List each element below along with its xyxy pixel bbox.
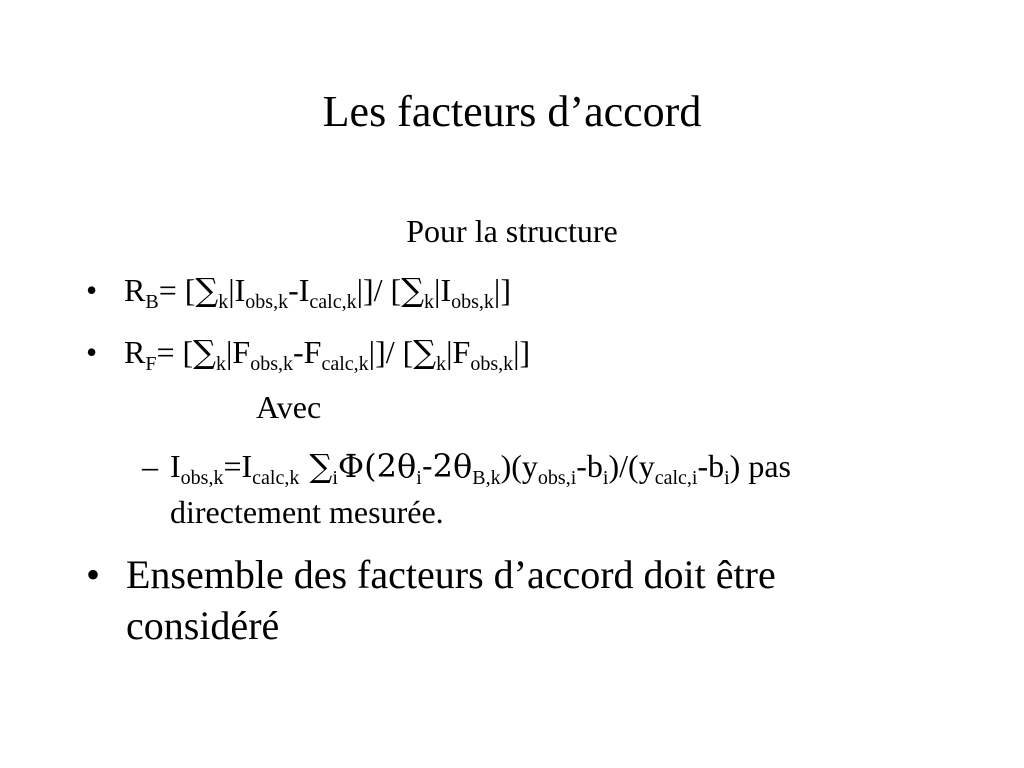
rf-eq-open: = [ (156, 334, 194, 370)
iobs-theta-b-sub: B,k (472, 467, 501, 489)
iobs-b-sub: i (602, 467, 609, 489)
ensemble-text-line2: considéré (126, 603, 280, 648)
rb-close-div: |]/ [ (356, 272, 402, 308)
slide-subtitle: Pour la structure (406, 213, 618, 249)
iobs-minus-b: -b (576, 448, 603, 484)
rb-sum1-sub: k (218, 291, 229, 313)
iobs-y-obs-sub: obs,i (537, 467, 577, 489)
rf-close-end: |] (513, 334, 531, 370)
rf-sum2: ∑ (413, 333, 437, 371)
rb-calc-sub: calc,k (309, 291, 357, 313)
iobs-calc-sub: calc,k (252, 467, 300, 489)
rf-obs1-sub: obs,k (250, 353, 294, 375)
iobs-div-y: )/(y (608, 448, 655, 484)
rb-minus-i: -I (288, 272, 310, 308)
iobs-tail: ) pas (729, 448, 791, 484)
rb-obs2-sub: obs,k (451, 291, 494, 313)
iobs-formula-line2: directement mesurée. (170, 494, 444, 530)
iobs-y-open: )(y (500, 448, 538, 484)
rf-minus-f: -F (293, 334, 322, 370)
iobs-y-calc-sub: calc,i (654, 467, 698, 489)
rf-sum1-sub: k (216, 353, 227, 375)
iobs-minus-b2: -b (697, 448, 725, 484)
rf-sum2-sub: k (436, 353, 447, 375)
iobs-theta-i-sub: i (416, 467, 422, 489)
rf-r: R (124, 334, 146, 370)
bullet-marker: • (86, 272, 98, 308)
rf-close-div: |]/ [ (368, 334, 414, 370)
rb-sum2-sub: k (424, 291, 435, 313)
rb-r-sub: B (145, 291, 159, 313)
rf-abs-f1: |F (226, 334, 251, 370)
rb-abs-i1: |I (228, 272, 246, 308)
dash-marker: – (142, 448, 158, 484)
iobs-b2-sub: i (724, 467, 730, 489)
iobs-obs-sub: obs,k (180, 467, 224, 489)
rb-obs1-sub: obs,k (245, 291, 289, 313)
rf-r-sub: F (145, 353, 157, 375)
iobs-i: I (170, 448, 181, 484)
rf-abs-f2: |F (446, 334, 471, 370)
iobs-phi: Φ(2θ (337, 447, 417, 485)
iobs-sum-sub: i (332, 467, 338, 489)
iobs-sum: ∑ (299, 447, 333, 485)
rf-formula (124, 328, 530, 376)
rb-sum2: ∑ (401, 271, 425, 309)
iobs-formula-line1 (170, 442, 791, 490)
rb-r: R (124, 272, 146, 308)
slide-title: Les facteurs d’accord (322, 87, 702, 136)
rb-close-end: |] (493, 272, 511, 308)
iobs-eq-i: =I (223, 448, 253, 484)
rf-calc-sub: calc,k (321, 353, 369, 375)
rf-obs2-sub: obs,k (470, 353, 514, 375)
avec-label: Avec (256, 389, 322, 425)
iobs-minus-theta: -2θ (421, 447, 473, 485)
bullet-marker: • (86, 334, 98, 370)
ensemble-text-line1: Ensemble des facteurs d’accord doit être (126, 552, 776, 597)
bullet-marker: • (86, 552, 101, 597)
rb-sum1: ∑ (195, 271, 219, 309)
rb-abs-i2: |I (434, 272, 452, 308)
rb-formula (124, 266, 511, 314)
rb-eq-open: = [ (158, 272, 196, 308)
rf-sum1: ∑ (193, 333, 217, 371)
